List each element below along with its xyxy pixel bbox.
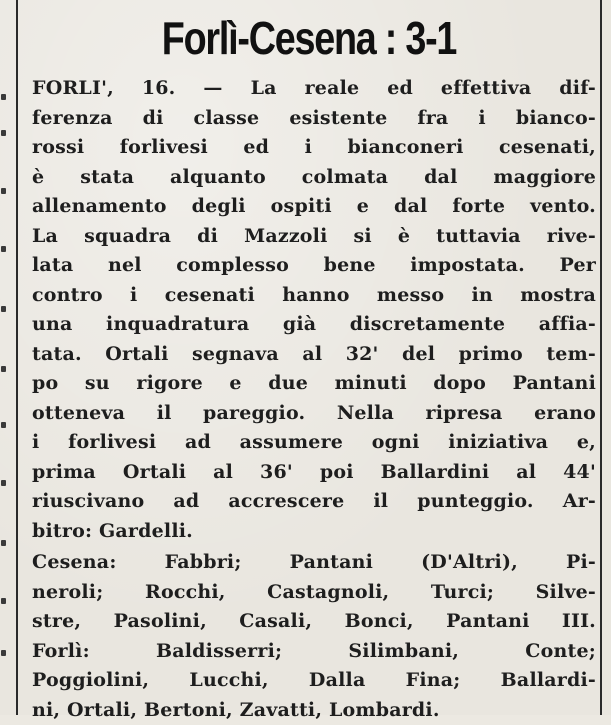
lineup-line: ni, Ortali, Bertoni, Zavatti, Lombardi. (32, 696, 596, 725)
article-line: bitro: Gardelli. (32, 517, 596, 547)
article-line: è stata alquanto colmata dal maggiore (32, 163, 596, 193)
article-line: tata. Ortali segnava al 32' del primo tem- (32, 340, 596, 370)
article-line: otteneva il pareggio. Nella ripresa erano (32, 399, 596, 429)
article-line: prima Ortali al 36' poi Ballardini al 44' (32, 458, 596, 488)
article-line: rossi forlivesi ed i bianconeri cesenati, (32, 133, 596, 163)
article-line: ferenza di classe esistente fra i bianco- (32, 104, 596, 134)
lineup-line: Forlì: Baldisserri; Silimbani, Conte; (32, 637, 596, 667)
lineup-line: neroli; Rocchi, Castagnoli, Turci; Silve- (32, 578, 596, 608)
article-line: una inquadratura già discretamente affia- (32, 310, 596, 340)
article-line: allenamento degli ospiti e dal forte vento. (32, 192, 596, 222)
article-body (32, 74, 596, 725)
adjacent-column-fragments (0, 70, 8, 670)
article-line: i forlivesi ad assumere ogni iniziativa e, (32, 428, 596, 458)
column-rule-left (16, 0, 18, 715)
article-line: riuscivano ad accrescere il punteggio. Ar- (32, 487, 596, 517)
lineup-line: Poggiolini, Lucchi, Dalla Fina; Ballardi- (32, 666, 596, 696)
article-line: lata nel complesso bene impostata. Per (32, 251, 596, 281)
column-rule-right (600, 0, 602, 715)
article-line: contro i cesenati hanno messo in mostra (32, 281, 596, 311)
article-line: La squadra di Mazzoli si è tuttavia rive- (32, 222, 596, 252)
headline: Forlì-Cesena : 3-1 (70, 8, 547, 68)
lineup-line: Cesena: Fabbri; Pantani (D'Altri), Pi- (32, 548, 596, 578)
article-line: FORLI', 16. — La reale ed effettiva dif- (32, 74, 596, 104)
lineup-line: stre, Pasolini, Casali, Bonci, Pantani III. (32, 607, 596, 637)
article-line: po su rigore e due minuti dopo Pantani (32, 369, 596, 399)
